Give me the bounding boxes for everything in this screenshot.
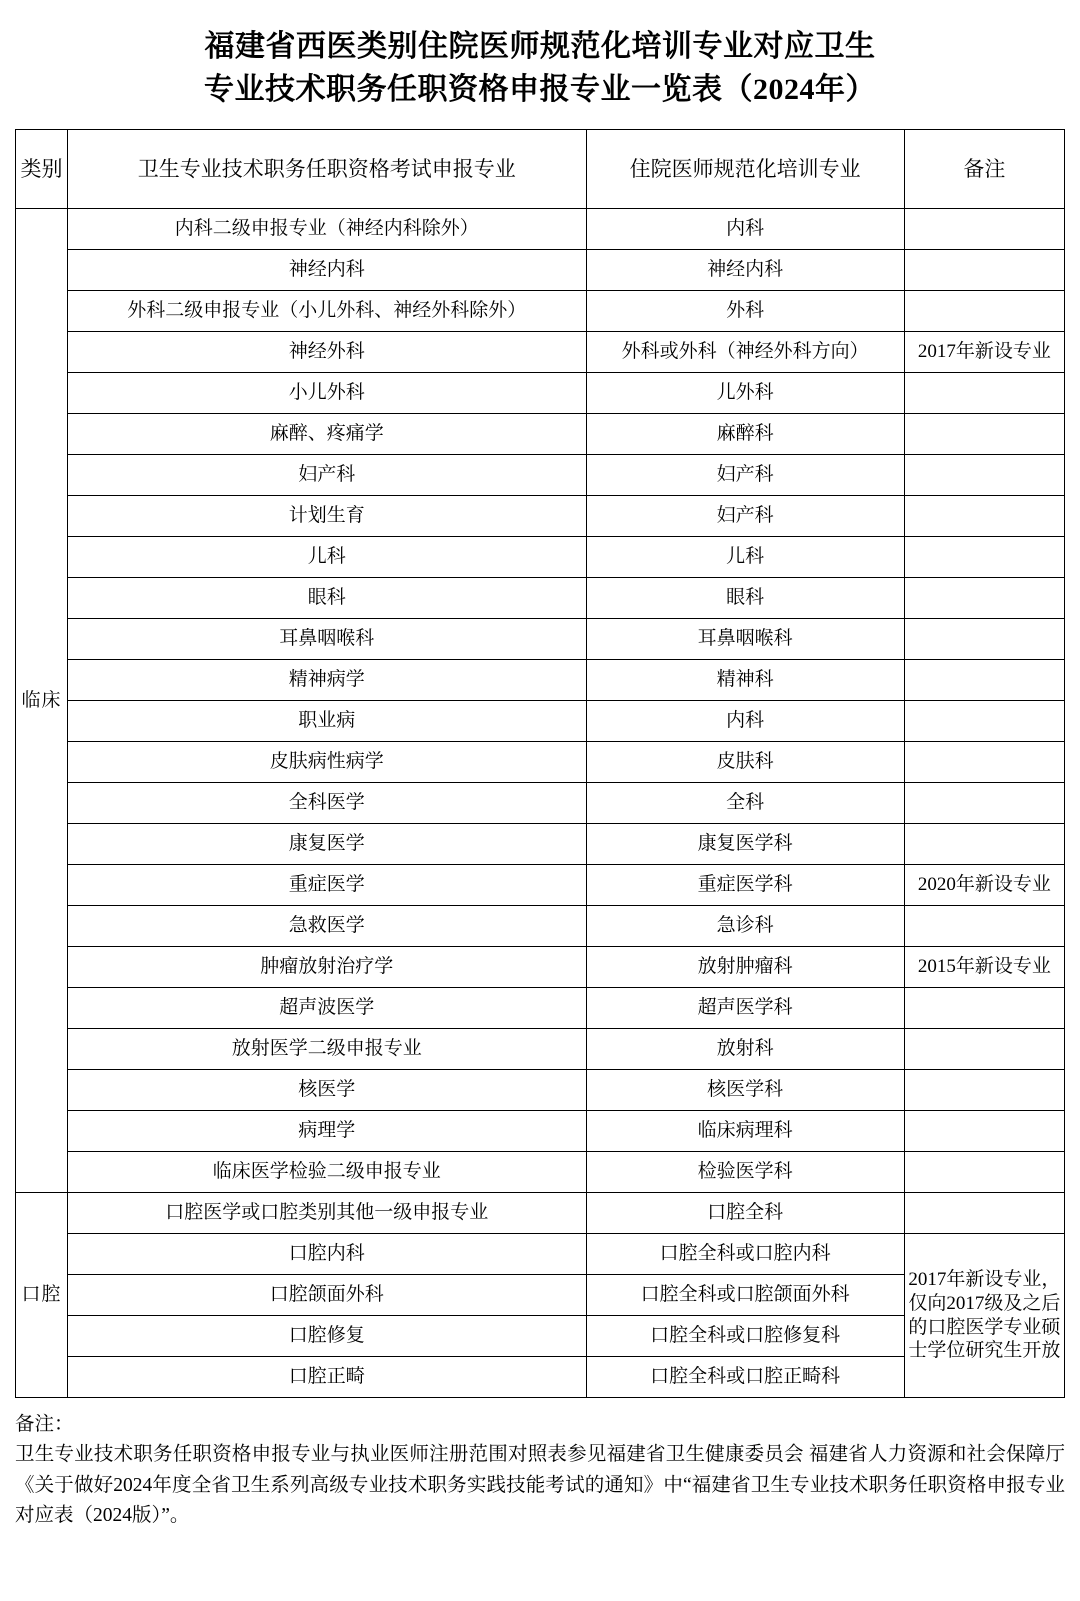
column-header-training-major: 住院医师规范化培训专业 bbox=[586, 130, 904, 209]
column-header-category: 类别 bbox=[16, 130, 68, 209]
exam-major-cell: 口腔修复 bbox=[68, 1316, 586, 1357]
page-title bbox=[80, 26, 1000, 111]
note-cell bbox=[904, 1070, 1064, 1111]
note-cell bbox=[904, 1152, 1064, 1193]
note-cell bbox=[904, 1029, 1064, 1070]
table-row bbox=[16, 496, 1065, 537]
note-cell: 2017年新设专业 bbox=[904, 332, 1064, 373]
exam-major-cell: 眼科 bbox=[68, 578, 586, 619]
training-major-cell: 口腔全科或口腔修复科 bbox=[586, 1316, 904, 1357]
exam-major-cell: 精神病学 bbox=[68, 660, 586, 701]
table-row bbox=[16, 373, 1065, 414]
note-cell bbox=[904, 701, 1064, 742]
note-cell bbox=[904, 1111, 1064, 1152]
table-row bbox=[16, 660, 1065, 701]
training-major-cell: 检验医学科 bbox=[586, 1152, 904, 1193]
note-cell bbox=[904, 1193, 1064, 1234]
table-row bbox=[16, 783, 1065, 824]
note-cell bbox=[904, 209, 1064, 250]
note-cell bbox=[904, 455, 1064, 496]
table-row bbox=[16, 455, 1065, 496]
training-major-cell: 临床病理科 bbox=[586, 1111, 904, 1152]
training-major-cell: 皮肤科 bbox=[586, 742, 904, 783]
exam-major-cell: 外科二级申报专业（小儿外科、神经外科除外） bbox=[68, 291, 586, 332]
training-major-cell: 放射科 bbox=[586, 1029, 904, 1070]
exam-major-cell: 口腔医学或口腔类别其他一级申报专业 bbox=[68, 1193, 586, 1234]
table-row bbox=[16, 578, 1065, 619]
note-cell bbox=[904, 988, 1064, 1029]
table-row bbox=[16, 291, 1065, 332]
note-cell bbox=[904, 742, 1064, 783]
exam-major-cell: 神经外科 bbox=[68, 332, 586, 373]
exam-major-cell: 核医学 bbox=[68, 1070, 586, 1111]
exam-major-cell: 全科医学 bbox=[68, 783, 586, 824]
training-major-cell: 超声医学科 bbox=[586, 988, 904, 1029]
table-row bbox=[16, 701, 1065, 742]
page-title-line-2: 专业技术职务任职资格申报专业一览表（2024年） bbox=[204, 72, 876, 106]
note-cell bbox=[904, 414, 1064, 455]
note-cell-stomatology-merged: 2017年新设专业，仅向2017级及之后的口腔医学专业硕士学位研究生开放 bbox=[904, 1234, 1064, 1398]
exam-major-cell: 儿科 bbox=[68, 537, 586, 578]
exam-major-cell: 职业病 bbox=[68, 701, 586, 742]
training-major-cell: 耳鼻咽喉科 bbox=[586, 619, 904, 660]
training-major-cell: 儿科 bbox=[586, 537, 904, 578]
exam-major-cell: 口腔内科 bbox=[68, 1234, 586, 1275]
table-row bbox=[16, 988, 1065, 1029]
category-cell-clinical: 临床 bbox=[16, 209, 68, 1193]
exam-major-cell: 妇产科 bbox=[68, 455, 586, 496]
training-major-cell: 内科 bbox=[586, 701, 904, 742]
exam-major-cell: 麻醉、疼痛学 bbox=[68, 414, 586, 455]
exam-major-cell: 内科二级申报专业（神经内科除外） bbox=[68, 209, 586, 250]
exam-major-cell: 康复医学 bbox=[68, 824, 586, 865]
note-cell bbox=[904, 660, 1064, 701]
training-major-cell: 核医学科 bbox=[586, 1070, 904, 1111]
exam-major-cell: 临床医学检验二级申报专业 bbox=[68, 1152, 586, 1193]
training-major-cell: 康复医学科 bbox=[586, 824, 904, 865]
training-major-cell: 放射肿瘤科 bbox=[586, 947, 904, 988]
table-header-row bbox=[16, 130, 1065, 209]
footnote-label: 备注： bbox=[15, 1414, 74, 1436]
table-row bbox=[16, 865, 1065, 906]
training-major-cell: 儿外科 bbox=[586, 373, 904, 414]
training-major-cell: 急诊科 bbox=[586, 906, 904, 947]
training-major-cell: 全科 bbox=[586, 783, 904, 824]
note-cell bbox=[904, 619, 1064, 660]
exam-major-cell: 急救医学 bbox=[68, 906, 586, 947]
table-row bbox=[16, 1152, 1065, 1193]
training-major-cell: 内科 bbox=[586, 209, 904, 250]
training-major-cell: 外科或外科（神经外科方向） bbox=[586, 332, 904, 373]
exam-major-cell: 口腔正畸 bbox=[68, 1357, 586, 1398]
column-header-note: 备注 bbox=[904, 130, 1064, 209]
table-row bbox=[16, 537, 1065, 578]
note-cell bbox=[904, 291, 1064, 332]
exam-major-cell: 小儿外科 bbox=[68, 373, 586, 414]
note-cell bbox=[904, 496, 1064, 537]
table-body bbox=[16, 209, 1065, 1398]
table-row bbox=[16, 1070, 1065, 1111]
table-row bbox=[16, 414, 1065, 455]
note-cell bbox=[904, 824, 1064, 865]
training-major-cell: 口腔全科或口腔颌面外科 bbox=[586, 1275, 904, 1316]
exam-major-cell: 病理学 bbox=[68, 1111, 586, 1152]
note-cell bbox=[904, 783, 1064, 824]
exam-major-cell: 超声波医学 bbox=[68, 988, 586, 1029]
footnote bbox=[15, 1410, 1065, 1531]
training-major-cell: 神经内科 bbox=[586, 250, 904, 291]
table-row bbox=[16, 906, 1065, 947]
training-major-cell: 口腔全科或口腔正畸科 bbox=[586, 1357, 904, 1398]
note-cell bbox=[904, 578, 1064, 619]
training-major-cell: 麻醉科 bbox=[586, 414, 904, 455]
exam-major-cell: 放射医学二级申报专业 bbox=[68, 1029, 586, 1070]
training-major-cell: 外科 bbox=[586, 291, 904, 332]
table-row bbox=[16, 742, 1065, 783]
note-cell bbox=[904, 250, 1064, 291]
exam-major-cell: 重症医学 bbox=[68, 865, 586, 906]
table-row bbox=[16, 1029, 1065, 1070]
training-major-cell: 口腔全科 bbox=[586, 1193, 904, 1234]
exam-major-cell: 肿瘤放射治疗学 bbox=[68, 947, 586, 988]
table-row bbox=[16, 332, 1065, 373]
column-header-exam-major: 卫生专业技术职务任职资格考试申报专业 bbox=[68, 130, 586, 209]
training-major-cell: 妇产科 bbox=[586, 455, 904, 496]
table-row bbox=[16, 947, 1065, 988]
table-row bbox=[16, 824, 1065, 865]
note-cell bbox=[904, 906, 1064, 947]
table-row bbox=[16, 1193, 1065, 1234]
exam-major-cell: 皮肤病性病学 bbox=[68, 742, 586, 783]
training-major-cell: 妇产科 bbox=[586, 496, 904, 537]
table-row bbox=[16, 209, 1065, 250]
training-major-cell: 重症医学科 bbox=[586, 865, 904, 906]
exam-major-cell: 神经内科 bbox=[68, 250, 586, 291]
table-row bbox=[16, 1111, 1065, 1152]
note-cell: 2020年新设专业 bbox=[904, 865, 1064, 906]
training-major-cell: 口腔全科或口腔内科 bbox=[586, 1234, 904, 1275]
footnote-text: 卫生专业技术职务任职资格申报专业与执业医师注册范围对照表参见福建省卫生健康委员会 福建省人力资源和社会保障厅《关于做好2024年度全省卫生系列高级专业技术职务实践技能考试的通知》中“福建省卫生专业技术职务任职资格申报专业对应表（2024版）”。 bbox=[15, 1444, 1065, 1526]
training-major-cell: 眼科 bbox=[586, 578, 904, 619]
exam-major-cell: 耳鼻咽喉科 bbox=[68, 619, 586, 660]
table-row bbox=[16, 1234, 1065, 1275]
table-row bbox=[16, 250, 1065, 291]
page-title-line-1: 福建省西医类别住院医师规范化培训专业对应卫生 bbox=[204, 30, 876, 63]
exam-major-cell: 口腔颌面外科 bbox=[68, 1275, 586, 1316]
exam-major-cell: 计划生育 bbox=[68, 496, 586, 537]
note-cell: 2015年新设专业 bbox=[904, 947, 1064, 988]
note-cell bbox=[904, 537, 1064, 578]
table-row bbox=[16, 619, 1065, 660]
category-cell-stomatology: 口腔 bbox=[16, 1193, 68, 1398]
training-major-cell: 精神科 bbox=[586, 660, 904, 701]
table-header bbox=[16, 130, 1065, 209]
major-correspondence-table bbox=[15, 129, 1065, 1398]
note-cell bbox=[904, 373, 1064, 414]
